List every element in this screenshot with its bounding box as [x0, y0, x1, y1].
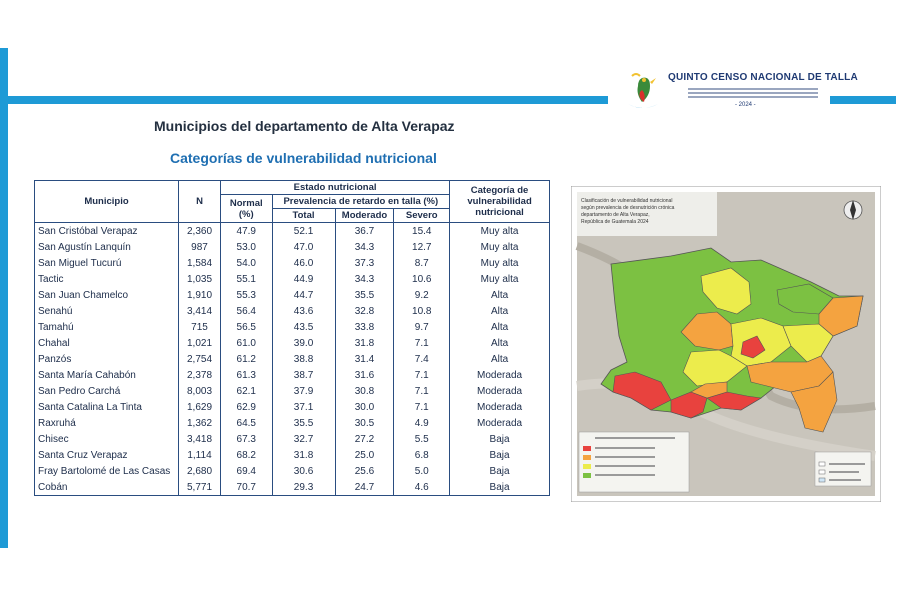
- page-title: Municipios del departamento de Alta Verapaz: [154, 118, 455, 134]
- cell-normal: 61.0: [221, 335, 273, 351]
- page-subtitle: Categorías de vulnerabilidad nutricional: [170, 150, 437, 166]
- cell-normal: 53.0: [221, 239, 273, 255]
- cell-severo: 7.1: [394, 399, 450, 415]
- cell-normal: 61.2: [221, 351, 273, 367]
- cell-municipio: Raxruhá: [35, 415, 179, 431]
- cell-moderado: 30.8: [335, 383, 394, 399]
- table-body: [35, 223, 550, 496]
- cell-municipio: Santa María Cahabón: [35, 367, 179, 383]
- cell-moderado: 33.8: [335, 319, 394, 335]
- cell-n: 1,584: [178, 255, 220, 271]
- map-legend: [579, 432, 689, 492]
- map-title-line-1: Clasificación de vulnerabilidad nutricional: [581, 198, 673, 204]
- cell-moderado: 34.3: [335, 239, 394, 255]
- cell-n: 1,021: [178, 335, 220, 351]
- header-rule: [8, 96, 608, 104]
- table-row: [35, 399, 550, 415]
- col-prevalencia: Prevalencia de retardo en talla (%): [272, 195, 450, 209]
- cell-moderado: 30.0: [335, 399, 394, 415]
- quetzal-logo-icon: [622, 68, 664, 112]
- brand-subtitle-lines: [688, 86, 818, 100]
- legend-swatch-baja: [583, 473, 591, 478]
- cell-municipio: San Agustín Lanquín: [35, 239, 179, 255]
- col-n: N: [178, 181, 220, 223]
- cell-n: 8,003: [178, 383, 220, 399]
- table-row: [35, 447, 550, 463]
- table-row: [35, 335, 550, 351]
- cell-severo: 10.8: [394, 303, 450, 319]
- map-title-line-3: departamento de Alta Verapaz,: [581, 212, 650, 218]
- cell-total: 37.9: [272, 383, 335, 399]
- table-row: [35, 223, 550, 240]
- cell-severo: 7.1: [394, 335, 450, 351]
- cell-categoria: Alta: [450, 351, 550, 367]
- cell-n: 1,629: [178, 399, 220, 415]
- cell-municipio: Senahú: [35, 303, 179, 319]
- cell-municipio: Santa Catalina La Tinta: [35, 399, 179, 415]
- cell-moderado: 34.3: [335, 271, 394, 287]
- cell-municipio: Tamahú: [35, 319, 179, 335]
- cell-total: 43.5: [272, 319, 335, 335]
- cell-categoria: Alta: [450, 335, 550, 351]
- legend-swatch-alta: [583, 455, 591, 460]
- cell-moderado: 27.2: [335, 431, 394, 447]
- cell-municipio: San Cristóbal Verapaz: [35, 223, 179, 240]
- cell-total: 43.6: [272, 303, 335, 319]
- cell-total: 44.7: [272, 287, 335, 303]
- cell-total: 35.5: [272, 415, 335, 431]
- vulnerability-table: [34, 180, 550, 496]
- cell-severo: 4.6: [394, 479, 450, 496]
- cell-total: 37.1: [272, 399, 335, 415]
- cell-normal: 55.1: [221, 271, 273, 287]
- cell-severo: 7.1: [394, 383, 450, 399]
- table-row: [35, 367, 550, 383]
- cell-severo: 7.4: [394, 351, 450, 367]
- cell-total: 30.6: [272, 463, 335, 479]
- cell-severo: 7.1: [394, 367, 450, 383]
- table-row: [35, 255, 550, 271]
- map-title-line-2: según prevalencia de desnutrición crónica: [581, 205, 675, 211]
- cell-categoria: Baja: [450, 463, 550, 479]
- cell-municipio: Chisec: [35, 431, 179, 447]
- cell-n: 3,414: [178, 303, 220, 319]
- cell-normal: 56.4: [221, 303, 273, 319]
- table-row: [35, 303, 550, 319]
- cell-total: 39.0: [272, 335, 335, 351]
- col-severo: Severo: [394, 209, 450, 223]
- header-rule-right: [830, 96, 896, 104]
- cell-total: 44.9: [272, 271, 335, 287]
- left-accent-bar: [0, 48, 8, 548]
- cell-normal: 54.0: [221, 255, 273, 271]
- cell-moderado: 31.4: [335, 351, 394, 367]
- cell-total: 52.1: [272, 223, 335, 240]
- table-row: [35, 239, 550, 255]
- table-row: [35, 479, 550, 496]
- cell-moderado: 31.6: [335, 367, 394, 383]
- cell-severo: 6.8: [394, 447, 450, 463]
- cell-normal: 68.2: [221, 447, 273, 463]
- table-row: [35, 319, 550, 335]
- cell-severo: 5.0: [394, 463, 450, 479]
- legend-swatch-moderada: [583, 464, 591, 469]
- map-title-line-4: República de Guatemala 2024: [581, 219, 649, 225]
- cell-categoria: Muy alta: [450, 239, 550, 255]
- cell-total: 31.8: [272, 447, 335, 463]
- cell-categoria: Baja: [450, 431, 550, 447]
- cell-categoria: Moderada: [450, 415, 550, 431]
- cell-n: 3,418: [178, 431, 220, 447]
- table-row: [35, 287, 550, 303]
- cell-moderado: 35.5: [335, 287, 394, 303]
- cell-total: 32.7: [272, 431, 335, 447]
- cell-total: 29.3: [272, 479, 335, 496]
- cell-n: 987: [178, 239, 220, 255]
- cell-severo: 9.2: [394, 287, 450, 303]
- cell-moderado: 36.7: [335, 223, 394, 240]
- table-row: [35, 415, 550, 431]
- cell-normal: 70.7: [221, 479, 273, 496]
- col-normal: Normal (%): [221, 195, 273, 223]
- cell-severo: 12.7: [394, 239, 450, 255]
- cell-total: 38.7: [272, 367, 335, 383]
- cell-severo: 10.6: [394, 271, 450, 287]
- cell-total: 47.0: [272, 239, 335, 255]
- cell-municipio: San Pedro Carchá: [35, 383, 179, 399]
- cell-moderado: 25.0: [335, 447, 394, 463]
- table-row: [35, 463, 550, 479]
- cell-categoria: Moderada: [450, 399, 550, 415]
- legend-swatch-muy-alta: [583, 446, 591, 451]
- cell-municipio: Tactic: [35, 271, 179, 287]
- cell-municipio: Santa Cruz Verapaz: [35, 447, 179, 463]
- cell-n: 1,362: [178, 415, 220, 431]
- table-row: [35, 383, 550, 399]
- cell-n: 2,754: [178, 351, 220, 367]
- cell-normal: 62.9: [221, 399, 273, 415]
- cell-moderado: 30.5: [335, 415, 394, 431]
- cell-categoria: Muy alta: [450, 271, 550, 287]
- table-row: [35, 271, 550, 287]
- cell-categoria: Baja: [450, 447, 550, 463]
- cell-n: 5,771: [178, 479, 220, 496]
- cell-normal: 47.9: [221, 223, 273, 240]
- cell-moderado: 32.8: [335, 303, 394, 319]
- cell-n: 2,680: [178, 463, 220, 479]
- cell-categoria: Alta: [450, 303, 550, 319]
- cell-categoria: Baja: [450, 479, 550, 496]
- cell-categoria: Alta: [450, 319, 550, 335]
- cell-normal: 69.4: [221, 463, 273, 479]
- col-estado-nutricional: Estado nutricional: [221, 181, 450, 195]
- cell-n: 715: [178, 319, 220, 335]
- cell-n: 1,910: [178, 287, 220, 303]
- cell-severo: 9.7: [394, 319, 450, 335]
- brand-title: QUINTO CENSO NACIONAL DE TALLA: [668, 72, 858, 83]
- col-moderado: Moderado: [335, 209, 394, 223]
- vulnerability-map: [571, 186, 881, 502]
- cell-municipio: San Juan Chamelco: [35, 287, 179, 303]
- cell-normal: 64.5: [221, 415, 273, 431]
- cell-severo: 4.9: [394, 415, 450, 431]
- col-municipio: Municipio: [35, 181, 179, 223]
- cell-normal: 61.3: [221, 367, 273, 383]
- cell-municipio: Panzós: [35, 351, 179, 367]
- cell-n: 2,360: [178, 223, 220, 240]
- cell-categoria: Moderada: [450, 383, 550, 399]
- map-side-legend: [815, 452, 871, 486]
- cell-severo: 5.5: [394, 431, 450, 447]
- cell-n: 2,378: [178, 367, 220, 383]
- cell-categoria: Muy alta: [450, 255, 550, 271]
- cell-categoria: Muy alta: [450, 223, 550, 240]
- cell-normal: 67.3: [221, 431, 273, 447]
- cell-municipio: Cobán: [35, 479, 179, 496]
- brand-year: - 2024 -: [735, 102, 756, 108]
- col-total: Total: [272, 209, 335, 223]
- cell-total: 46.0: [272, 255, 335, 271]
- cell-municipio: Chahal: [35, 335, 179, 351]
- cell-normal: 62.1: [221, 383, 273, 399]
- cell-moderado: 24.7: [335, 479, 394, 496]
- cell-total: 38.8: [272, 351, 335, 367]
- cell-municipio: San Miguel Tucurú: [35, 255, 179, 271]
- cell-categoria: Alta: [450, 287, 550, 303]
- cell-moderado: 31.8: [335, 335, 394, 351]
- cell-severo: 8.7: [394, 255, 450, 271]
- cell-n: 1,035: [178, 271, 220, 287]
- cell-moderado: 37.3: [335, 255, 394, 271]
- table-row: [35, 351, 550, 367]
- cell-n: 1,114: [178, 447, 220, 463]
- cell-categoria: Moderada: [450, 367, 550, 383]
- cell-severo: 15.4: [394, 223, 450, 240]
- col-categoria: Categoría de vulnerabilidad nutricional: [450, 181, 550, 223]
- cell-municipio: Fray Bartolomé de Las Casas: [35, 463, 179, 479]
- table-row: [35, 431, 550, 447]
- cell-normal: 55.3: [221, 287, 273, 303]
- cell-moderado: 25.6: [335, 463, 394, 479]
- cell-normal: 56.5: [221, 319, 273, 335]
